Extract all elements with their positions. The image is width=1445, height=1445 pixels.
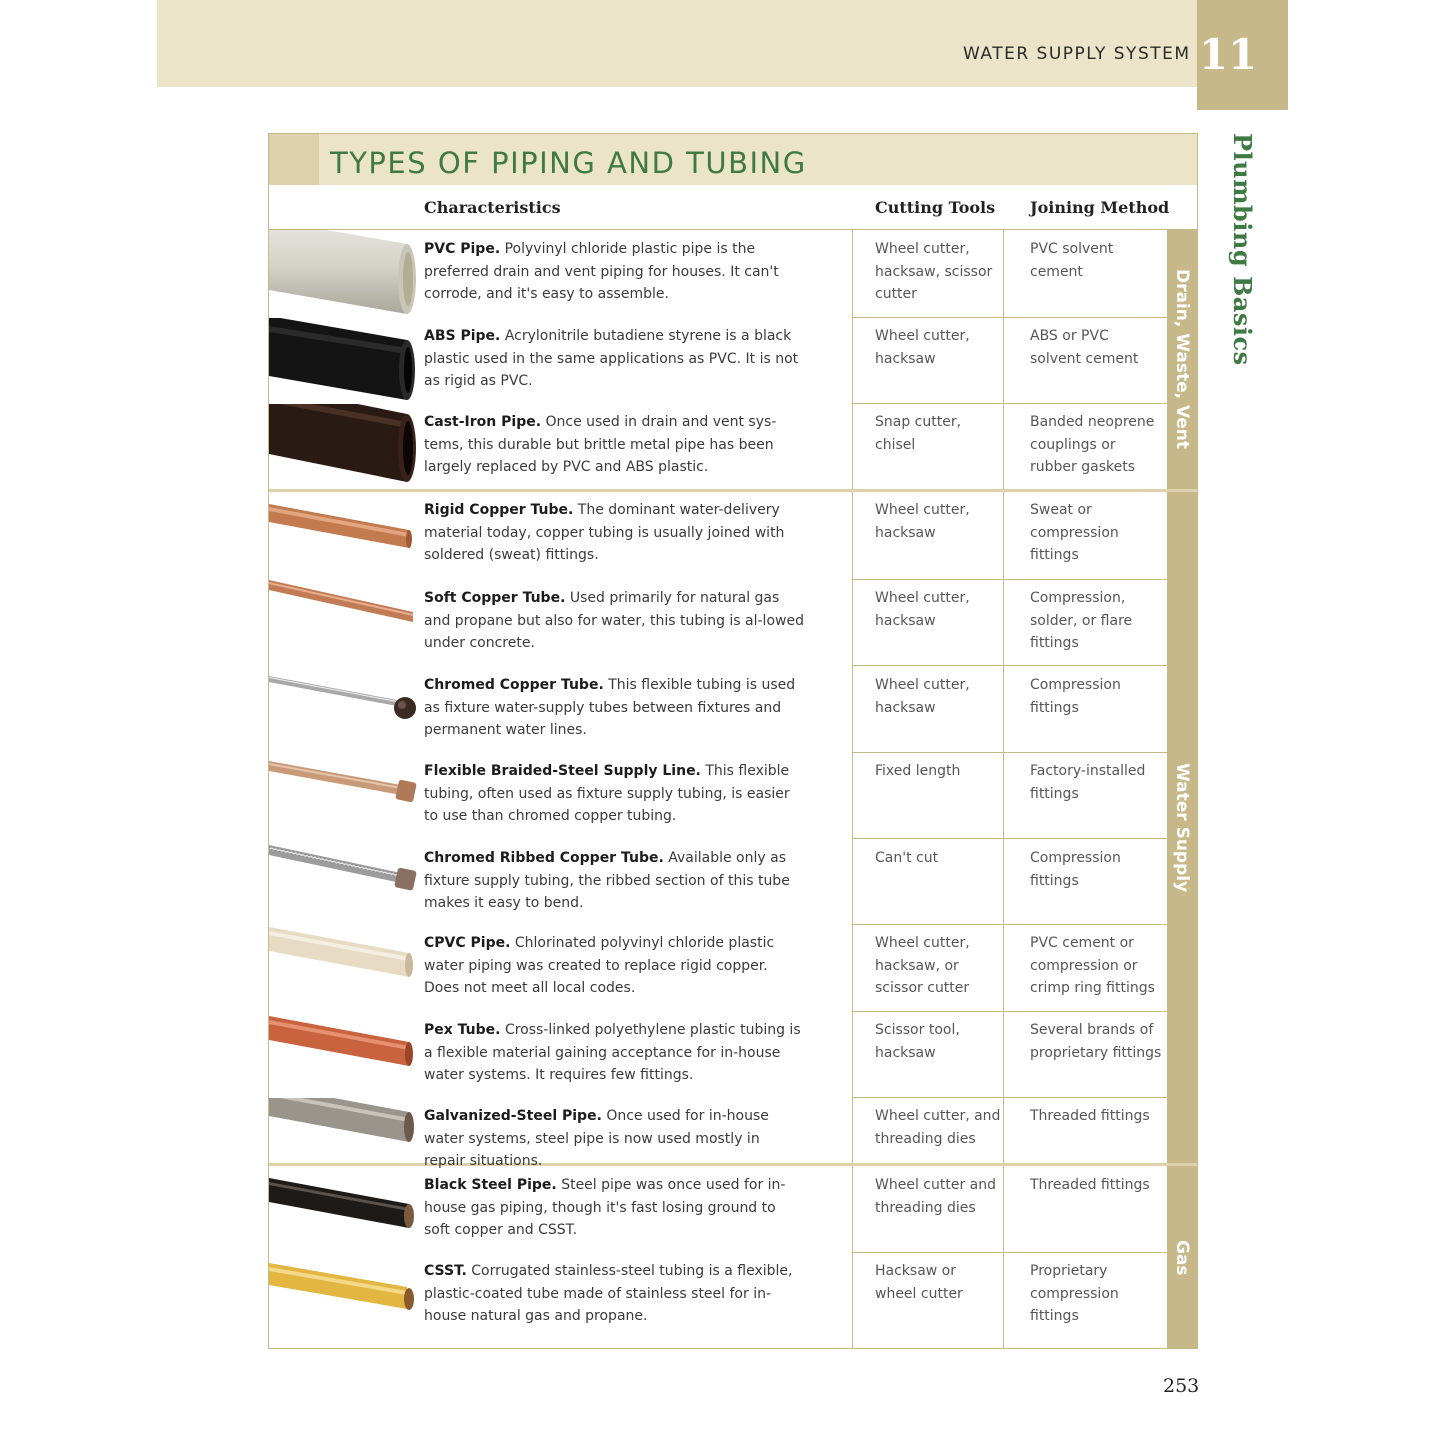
characteristics-cell [424,847,804,915]
characteristics-cell [424,411,804,479]
chapter-tab [1197,0,1288,110]
pipe-description: The dominant water-delivery material today, copper tubing is usually joined with soldered (sweat) fittings. [424,502,785,564]
cutting-tools-cell: Fixed length [875,763,961,779]
cutting-tools-cell: Wheel cutter, hacksaw, scissor cutter [875,241,993,303]
column-header-joining-method: Joining Method [1030,198,1170,217]
group-tab-gas [1167,1166,1197,1349]
characteristics-cell [424,238,804,306]
cutting-tools-cell: Wheel cutter, and threading dies [875,1108,1001,1147]
braided-steel-line-image [269,753,417,838]
column-header-characteristics: Characteristics [424,198,561,217]
joining-method-cell: Compression, solder, or flare fittings [1030,590,1133,652]
joining-method-cell: Several brands of proprietary fittings [1030,1022,1162,1061]
joining-method-cell: ABS or PVC solvent cement [1030,328,1139,367]
joining-method-cell: PVC solvent cement [1030,241,1114,280]
pipe-name: Rigid Copper Tube. [424,502,574,518]
pipe-description: Once used for in-house water systems, steel pipe is now used mostly in repair situations. [424,1108,769,1170]
characteristics-cell [424,760,804,828]
characteristics-cell [424,325,804,393]
pipe-description: This flexible tubing is used as fixture water-supply tubes between fixtures and permanent water lines. [424,677,796,739]
pipe-name: Chromed Copper Tube. [424,677,604,693]
characteristics-cell [424,587,804,655]
group-tab-water-supply [1167,492,1197,1163]
table-row [269,925,1167,1011]
cutting-tools-cell: Wheel cutter, hacksaw, or scissor cutter [875,935,970,997]
cutting-tools-cell: Wheel cutter and threading dies [875,1177,996,1216]
chapter-number: 11 [1198,30,1258,79]
piping-table [268,133,1198,1349]
table-row [269,404,1167,489]
cutting-tools-cell: Wheel cutter, hacksaw [875,677,970,716]
chromed-copper-tube-image [269,666,417,752]
galvanized-steel-pipe-image [269,1098,417,1163]
joining-method-cell: PVC cement or compression or crimp ring fittings [1030,935,1155,997]
pipe-name: CSST. [424,1263,467,1279]
joining-method-cell: Threaded fittings [1030,1177,1150,1193]
pipe-name: ABS Pipe. [424,328,501,344]
characteristics-cell [424,1105,804,1173]
cutting-tools-cell: Wheel cutter, hacksaw [875,502,970,541]
csst-tube-image [269,1253,417,1349]
title-accent [269,134,319,185]
black-steel-pipe-image [269,1166,417,1252]
pipe-description: Steel pipe was once used for in-house gas piping, though it's fast losing ground to soft copper and CSST. [424,1177,786,1239]
pipe-name: PVC Pipe. [424,241,501,257]
table-row [269,753,1167,838]
cutting-tools-cell: Scissor tool, hacksaw [875,1022,960,1061]
cutting-tools-cell: Hacksaw or wheel cutter [875,1263,963,1302]
soft-copper-tube-image [269,580,417,665]
joining-method-cell: Threaded fittings [1030,1108,1150,1124]
pipe-description: Chlorinated polyvinyl chloride plastic water piping was created to replace rigid copper. Does not meet all local codes. [424,935,775,997]
characteristics-cell [424,932,804,1000]
side-title: Plumbing Basics [1228,133,1257,366]
pipe-description: Once used in drain and vent sys-tems, this durable but brittle metal pipe has been largely replaced by PVC and ABS plastic. [424,414,777,476]
pipe-description: Corrugated stainless-steel tubing is a flexible, plastic-coated tube made of stainless steel for in-house natural gas and propane. [424,1263,793,1325]
cutting-tools-cell: Can't cut [875,850,939,866]
characteristics-cell [424,1174,804,1242]
pipe-name: Cast-Iron Pipe. [424,414,542,430]
table-row [269,230,1167,317]
cutting-tools-cell: Wheel cutter, hacksaw [875,590,970,629]
joining-method-cell: Compression fittings [1030,677,1121,716]
group-label: Gas [1172,1239,1192,1276]
joining-method-cell: Proprietary compression fittings [1030,1263,1119,1325]
table-row [269,1012,1167,1097]
table-title-band [269,134,1197,185]
section-title: WATER SUPPLY SYSTEM [963,44,1191,64]
group-label: Drain, Waste, Vent [1172,269,1192,450]
pipe-description: This flexible tubing, often used as fixture supply tubing, is easier to use than chromed copper tubing. [424,763,790,825]
characteristics-cell [424,1260,804,1328]
table-row [269,1253,1167,1349]
table-row [269,839,1167,924]
group-label: Water Supply [1172,762,1192,893]
pipe-description: Polyvinyl chloride plastic pipe is the preferred drain and vent piping for houses. It can't corrode, and it's easy to assemble. [424,241,779,303]
cutting-tools-cell: Snap cutter, chisel [875,414,962,453]
characteristics-cell [424,1019,804,1087]
pipe-name: Flexible Braided-Steel Supply Line. [424,763,701,779]
joining-method-cell: Compression fittings [1030,850,1121,889]
table-title: TYPES OF PIPING AND TUBING [330,146,807,180]
pipe-name: Galvanized-Steel Pipe. [424,1108,602,1124]
cutting-tools-cell: Wheel cutter, hacksaw [875,328,970,367]
pipe-description: Available only as fixture supply tubing, the ribbed section of this tube makes it easy to bend. [424,850,790,912]
page-number: 253 [1163,1375,1200,1397]
table-row [269,1166,1167,1252]
pipe-name: CPVC Pipe. [424,935,511,951]
table-row [269,492,1167,579]
ribbed-copper-tube-image [269,839,417,924]
pipe-description: Used primarily for natural gas and propane but also for water, this tubing is al-lowed under concrete. [424,590,804,652]
table-row [269,1098,1167,1170]
group-tab-dwv [1167,230,1197,489]
pipe-name: Chromed Ribbed Copper Tube. [424,850,664,866]
cpvc-pipe-image [269,925,417,1011]
joining-method-cell: Banded neoprene couplings or rubber gaskets [1030,414,1155,476]
cast-iron-pipe-image [269,404,417,489]
pipe-name: Pex Tube. [424,1022,501,1038]
pipe-name: Soft Copper Tube. [424,590,566,606]
pipe-description: Acrylonitrile butadiene styrene is a black plastic used in the same applications as PVC. It is not as rigid as PVC. [424,328,799,390]
joining-method-cell: Factory-installed fittings [1030,763,1146,802]
pex-tube-image [269,1012,417,1097]
table-row [269,580,1167,665]
pvc-pipe-image [269,230,417,317]
column-header-cutting-tools: Cutting Tools [875,198,996,217]
table-row [269,318,1167,403]
joining-method-cell: Sweat or compression fittings [1030,502,1119,564]
characteristics-cell [424,674,804,742]
abs-pipe-image [269,318,417,403]
pipe-description: Cross-linked polyethylene plastic tubing is a flexible material gaining acceptance for in-house water systems. It requires few fittings. [424,1022,801,1084]
pipe-name: Black Steel Pipe. [424,1177,557,1193]
rigid-copper-tube-image [269,492,417,579]
characteristics-cell [424,499,804,567]
table-row [269,666,1167,752]
